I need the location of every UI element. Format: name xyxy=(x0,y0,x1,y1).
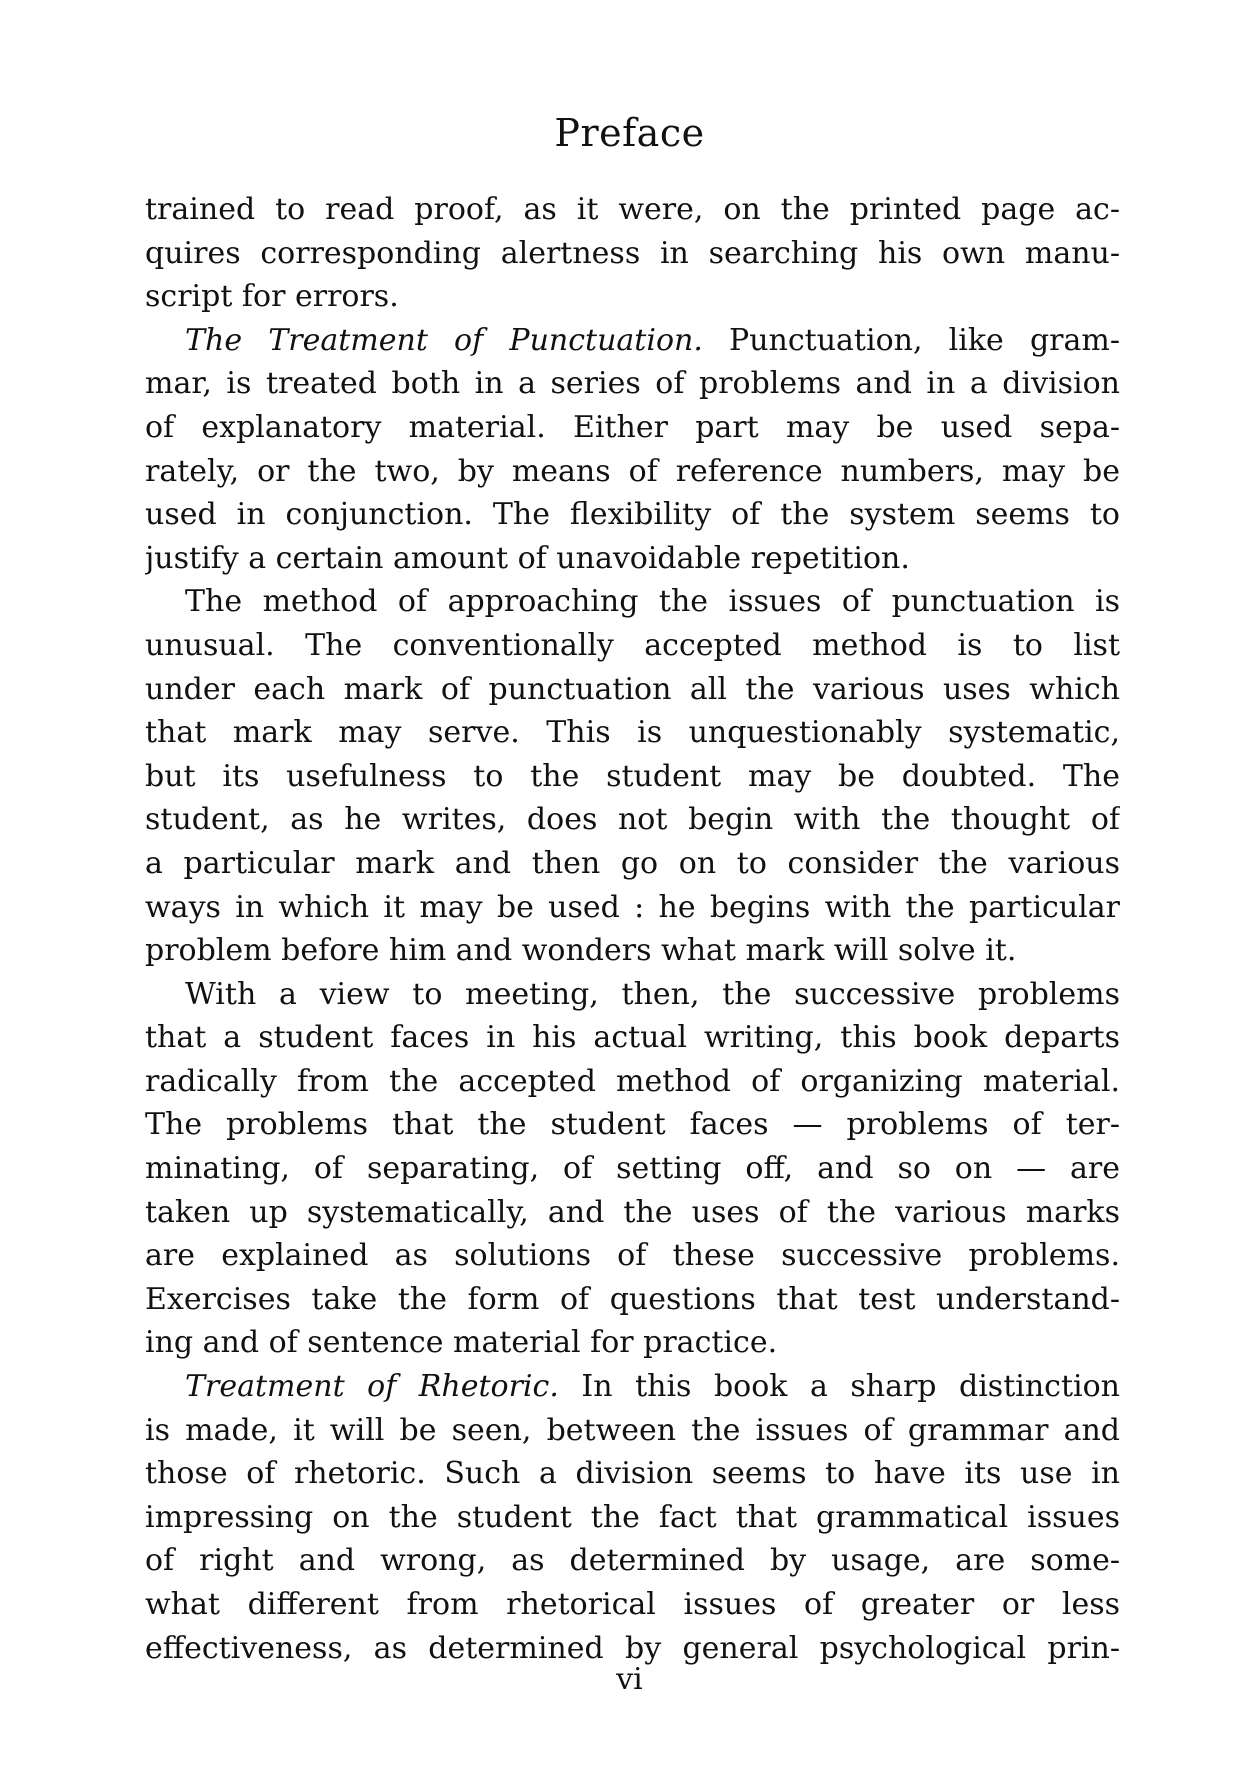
text-line xyxy=(145,450,1120,494)
line-text: what different from rhetorical issues of greater or less xyxy=(145,1587,1120,1622)
section-heading-italic: Treatment of Rhetoric. xyxy=(185,1369,559,1405)
text-line xyxy=(145,406,1120,450)
line-text: With a view to meeting, then, the successive problems xyxy=(185,976,1120,1012)
text-line xyxy=(145,798,1120,842)
line-text: that mark may serve. This is unquestionably systematic, xyxy=(145,715,1120,751)
page-number: vi xyxy=(616,1662,643,1697)
text-line xyxy=(145,1496,1120,1540)
text-line xyxy=(145,1452,1120,1496)
line-text: student, as he writes, does not begin with the thought of xyxy=(145,802,1120,838)
section-heading-italic: The Treatment of Punctuation. xyxy=(185,322,703,358)
text-line xyxy=(145,1234,1120,1278)
line-text: are explained as solutions of these successive problems. xyxy=(145,1238,1120,1274)
line-text: used in conjunction. The flexibility of the system seems to xyxy=(145,497,1120,533)
text-line xyxy=(145,1060,1120,1104)
line-text: of right and wrong, as determined by usage, are some- xyxy=(145,1543,1120,1579)
line-text: radically from the accepted method of organizing material. xyxy=(145,1063,1120,1099)
text-line xyxy=(145,624,1120,668)
text-line xyxy=(145,929,1120,973)
text-line xyxy=(145,886,1120,930)
line-text: The method of approaching the issues of punctuation is xyxy=(185,584,1120,620)
line-text: but its usefulness to the student may be doubted. The xyxy=(145,758,1120,794)
line-text: is made, it will be seen, between the issues of grammar and xyxy=(145,1412,1120,1448)
text-line xyxy=(145,1191,1120,1235)
text-line xyxy=(145,188,1120,232)
line-text: taken up systematically, and the uses of the various marks xyxy=(145,1194,1120,1230)
text-line xyxy=(145,1409,1120,1453)
line-text: quires corresponding alertness in searching his own manu- xyxy=(145,235,1120,271)
line-text: under each mark of punctuation all the various uses which xyxy=(145,671,1120,707)
line-text: Exercises take the form of questions that test understand- xyxy=(145,1281,1120,1317)
line-text: of explanatory material. Either part may be used sepa- xyxy=(145,409,1120,445)
text-line xyxy=(145,842,1120,886)
text-line xyxy=(145,537,1120,581)
line-text: In this book a sharp distinction xyxy=(558,1369,1120,1405)
running-head-title: Preface xyxy=(554,111,705,155)
line-text: ways in which it may be used : he begins with the particular xyxy=(145,889,1120,925)
line-text: minating, of separating, of setting off, and so on — are xyxy=(145,1151,1120,1187)
text-line xyxy=(145,275,1120,319)
text-line xyxy=(145,755,1120,799)
line-text: mar, is treated both in a series of problems and in a division xyxy=(145,366,1120,402)
line-text: those of rhetoric. Such a division seems to have its use in xyxy=(145,1456,1120,1492)
line-text: justify a certain amount of unavoidable repetition. xyxy=(145,540,910,576)
line-text: trained to read proof, as it were, on the printed page ac- xyxy=(145,192,1120,227)
text-line xyxy=(145,1016,1120,1060)
text-line xyxy=(145,362,1120,406)
line-text: The problems that the student faces — problems of ter- xyxy=(145,1107,1120,1143)
text-line xyxy=(145,973,1120,1017)
line-text: a particular mark and then go on to consider the various xyxy=(145,845,1120,881)
body-text xyxy=(145,188,1120,1670)
text-line xyxy=(145,493,1120,537)
line-text: impressing on the student the fact that grammatical issues xyxy=(145,1499,1120,1535)
line-text: rately, or the two, by means of reference numbers, may be xyxy=(145,453,1120,489)
text-line xyxy=(145,1103,1120,1147)
text-line xyxy=(145,1365,1120,1409)
line-text: problem before him and wonders what mark will solve it. xyxy=(145,933,1017,969)
line-text: ing and of sentence material for practice. xyxy=(145,1325,778,1361)
text-line xyxy=(145,319,1120,363)
line-text: script for errors. xyxy=(145,279,399,315)
text-line xyxy=(145,711,1120,755)
line-text: that a student faces in his actual writing, this book departs xyxy=(145,1020,1120,1056)
text-line xyxy=(145,1583,1120,1627)
text-line xyxy=(145,580,1120,624)
line-text: unusual. The conventionally accepted method is to list xyxy=(145,627,1120,663)
line-text: Punctuation, like gram- xyxy=(702,322,1120,358)
text-line xyxy=(145,1278,1120,1322)
text-line xyxy=(145,1321,1120,1365)
line-text: effectiveness, as determined by general psychological prin- xyxy=(145,1630,1120,1666)
text-line xyxy=(145,1539,1120,1583)
text-line xyxy=(145,1147,1120,1191)
text-line xyxy=(145,668,1120,712)
text-line xyxy=(145,232,1120,276)
